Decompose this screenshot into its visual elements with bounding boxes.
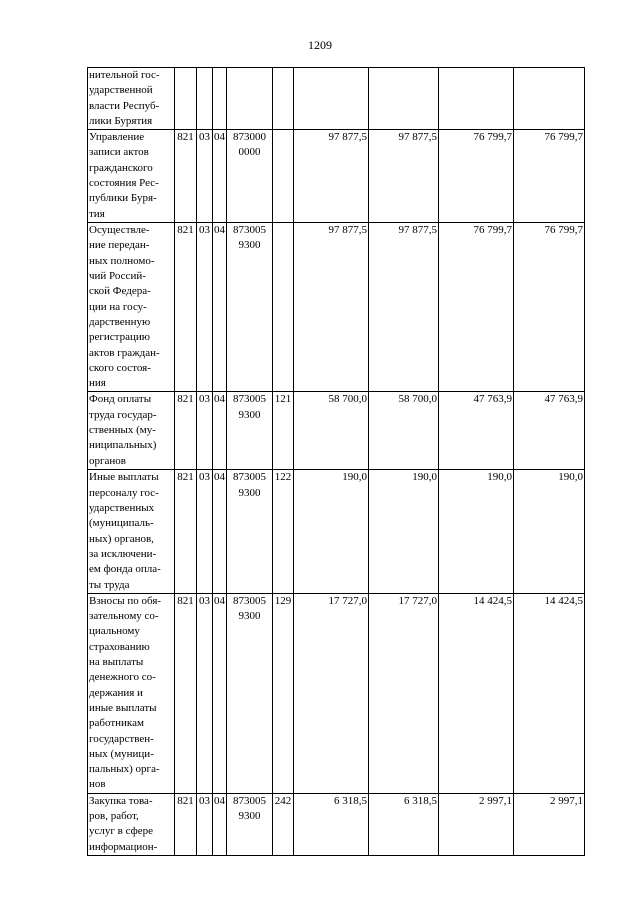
amount-cell: 190,0 — [439, 470, 514, 593]
amount-cell: 6 318,5 — [294, 793, 369, 855]
expense-name-line: состояния Рес- — [89, 177, 159, 190]
expense-name-line: ниципальных) — [89, 439, 157, 452]
target-article-cell — [227, 793, 273, 855]
expense-name-line: информацион- — [89, 840, 158, 853]
expense-name-line: регистрацию — [89, 331, 150, 344]
target-article-cell — [227, 68, 273, 130]
expense-name-line: ния — [89, 377, 106, 390]
expense-name-line: за исключени- — [89, 547, 157, 560]
amount-cell: 17 727,0 — [294, 593, 369, 793]
amount-cell: 76 799,7 — [439, 130, 514, 223]
expense-name-line: публики Буря- — [89, 192, 157, 205]
amount-cell: 14 424,5 — [439, 593, 514, 793]
target-article-part: 9300 — [238, 408, 261, 421]
amount-cell: 97 877,5 — [369, 223, 439, 392]
amount-cell: 97 877,5 — [294, 223, 369, 392]
expense-name-line: ударственных — [89, 502, 155, 515]
target-article-part: 873005 — [233, 471, 266, 484]
subsection-code-cell — [213, 68, 227, 130]
amount-cell: 190,0 — [294, 470, 369, 593]
table-row — [88, 793, 585, 855]
expense-name-line: ных (муници- — [89, 747, 154, 760]
expense-name-line: пальных) орга- — [89, 763, 160, 776]
expense-name-cell — [88, 593, 175, 793]
amount-cell: 58 700,0 — [369, 392, 439, 470]
expense-name-line: ем фонда опла- — [89, 563, 161, 576]
amount-cell: 47 763,9 — [514, 392, 585, 470]
amount-cell: 76 799,7 — [514, 130, 585, 223]
section-code-cell: 03 — [197, 793, 213, 855]
budget-table — [87, 67, 585, 856]
section-code-cell: 03 — [197, 593, 213, 793]
expense-name-cell — [88, 470, 175, 593]
target-article-part: 873005 — [233, 224, 266, 237]
table-row — [88, 130, 585, 223]
expense-name-line: лики Бурятия — [89, 114, 153, 127]
expense-name-cell — [88, 392, 175, 470]
expense-name-line: зательному со- — [89, 610, 159, 623]
expense-name-line: чий Россий- — [89, 270, 146, 283]
section-code-cell: 03 — [197, 470, 213, 593]
expense-name-cell — [88, 68, 175, 130]
target-article-part: 873005 — [233, 393, 266, 406]
expense-name-line: ственных (му- — [89, 424, 156, 437]
expense-name-line: Закупка това- — [89, 794, 153, 807]
amount-cell: 190,0 — [514, 470, 585, 593]
subsection-code-cell: 04 — [213, 223, 227, 392]
expense-type-cell — [273, 68, 294, 130]
table-row — [88, 68, 585, 130]
expense-name-line: гражданского — [89, 161, 153, 174]
target-article-cell — [227, 130, 273, 223]
expense-name-line: Фонд оплаты — [89, 393, 152, 406]
expense-name-line: дарственную — [89, 315, 151, 328]
target-article-cell — [227, 392, 273, 470]
expense-type-cell: 122 — [273, 470, 294, 593]
expense-name-line: держания и — [89, 686, 143, 699]
target-article-cell — [227, 223, 273, 392]
target-article-cell — [227, 470, 273, 593]
section-code-cell: 03 — [197, 130, 213, 223]
expense-name-line: ударственной — [89, 84, 153, 97]
expense-name-line: тия — [89, 207, 105, 220]
amount-cell: 6 318,5 — [369, 793, 439, 855]
expense-name-line: ской Федера- — [89, 285, 151, 298]
expense-type-cell — [273, 223, 294, 392]
expense-name-cell — [88, 793, 175, 855]
expense-name-line: услуг в сфере — [89, 825, 153, 838]
table-row — [88, 392, 585, 470]
expense-name-line: ров, работ, — [89, 809, 139, 822]
expense-name-line: персоналу гос- — [89, 486, 159, 499]
target-article-part: 9300 — [238, 486, 261, 499]
expense-name-line: актов граждан- — [89, 346, 160, 359]
amount-cell: 76 799,7 — [439, 223, 514, 392]
page-number: 1209 — [308, 38, 332, 52]
amount-cell: 190,0 — [369, 470, 439, 593]
ministry-code-cell: 821 — [175, 223, 197, 392]
amount-cell: 76 799,7 — [514, 223, 585, 392]
expense-name-line: Управление — [89, 131, 145, 144]
target-article-part: 0000 — [238, 146, 261, 159]
expense-name-line: ных) органов, — [89, 532, 154, 545]
expense-name-line: страхованию — [89, 640, 150, 653]
target-article-part: 9300 — [238, 610, 261, 623]
expense-name-line: государствен- — [89, 732, 154, 745]
target-article-part: 873000 — [233, 131, 266, 144]
ministry-code-cell: 821 — [175, 793, 197, 855]
ministry-code-cell: 821 — [175, 470, 197, 593]
subsection-code-cell: 04 — [213, 130, 227, 223]
amount-cell: 2 997,1 — [514, 793, 585, 855]
subsection-code-cell: 04 — [213, 593, 227, 793]
expense-name-line: ского состоя- — [89, 361, 151, 374]
section-code-cell — [197, 68, 213, 130]
expense-name-line: (муниципаль- — [89, 517, 154, 530]
ministry-code-cell: 821 — [175, 593, 197, 793]
target-article-part: 9300 — [238, 809, 261, 822]
expense-name-line: на выплаты — [89, 656, 144, 669]
expense-type-cell: 242 — [273, 793, 294, 855]
expense-name-line: нительной гос- — [89, 69, 160, 81]
section-code-cell: 03 — [197, 392, 213, 470]
expense-name-line: записи актов — [89, 146, 149, 159]
table-row — [88, 470, 585, 593]
expense-name-cell — [88, 130, 175, 223]
ministry-code-cell: 821 — [175, 392, 197, 470]
subsection-code-cell: 04 — [213, 392, 227, 470]
expense-type-cell — [273, 130, 294, 223]
expense-name-line: ние передан- — [89, 239, 150, 252]
table-row — [88, 223, 585, 392]
expense-name-line: ных полномо- — [89, 254, 155, 267]
expense-name-line: иные выплаты — [89, 701, 157, 714]
expense-type-cell: 121 — [273, 392, 294, 470]
expense-name-line: Иные выплаты — [89, 471, 159, 484]
expense-name-line: труда государ- — [89, 408, 157, 421]
amount-cell: 17 727,0 — [369, 593, 439, 793]
expense-name-line: власти Респуб- — [89, 99, 160, 112]
expense-type-cell: 129 — [273, 593, 294, 793]
amount-cell — [294, 68, 369, 130]
subsection-code-cell: 04 — [213, 470, 227, 593]
expense-name-line: нов — [89, 778, 106, 791]
amount-cell: 2 997,1 — [439, 793, 514, 855]
expense-name-line: ции на госу- — [89, 300, 147, 313]
section-code-cell: 03 — [197, 223, 213, 392]
target-article-cell — [227, 593, 273, 793]
subsection-code-cell: 04 — [213, 793, 227, 855]
amount-cell: 14 424,5 — [514, 593, 585, 793]
amount-cell — [439, 68, 514, 130]
expense-name-line: денежного со- — [89, 671, 156, 684]
ministry-code-cell: 821 — [175, 130, 197, 223]
expense-name-line: ты труда — [89, 578, 130, 591]
target-article-part: 873005 — [233, 594, 266, 607]
amount-cell — [369, 68, 439, 130]
expense-name-cell — [88, 223, 175, 392]
target-article-part: 873005 — [233, 794, 266, 807]
expense-name-line: работникам — [89, 717, 144, 730]
table-row — [88, 593, 585, 793]
expense-name-line: циальному — [89, 625, 140, 638]
target-article-part: 9300 — [238, 239, 261, 252]
amount-cell — [514, 68, 585, 130]
ministry-code-cell — [175, 68, 197, 130]
expense-name-line: Осуществле- — [89, 224, 150, 237]
amount-cell: 47 763,9 — [439, 392, 514, 470]
expense-name-line: органов — [89, 454, 126, 467]
amount-cell: 58 700,0 — [294, 392, 369, 470]
amount-cell: 97 877,5 — [294, 130, 369, 223]
amount-cell: 97 877,5 — [369, 130, 439, 223]
expense-name-line: Взносы по обя- — [89, 594, 162, 607]
